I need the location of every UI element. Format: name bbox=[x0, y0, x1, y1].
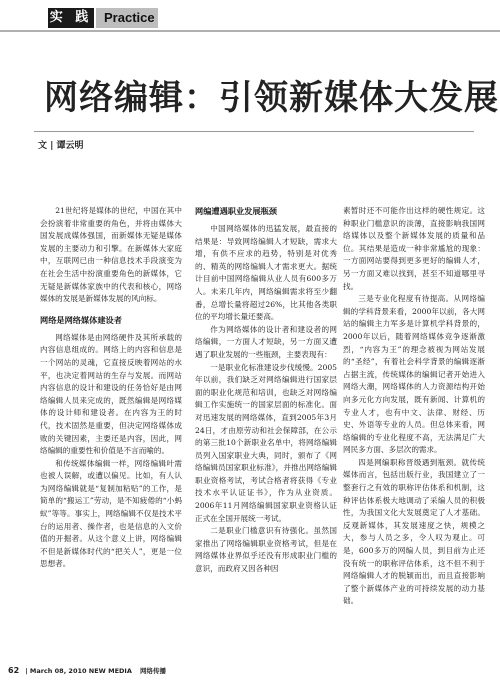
article-title: 网络编辑：引领新媒体大发展 bbox=[44, 78, 499, 118]
section-heading: 网络是网络媒体建设者 bbox=[40, 314, 122, 325]
paragraph: 二是职业门槛意识有待强化。虽然国家推出了网络编辑职业资格考试，但是在网络媒体业界似乎还没有形成职业门槛的意识，而政府又因各种因 bbox=[195, 526, 337, 574]
text-column-2 bbox=[195, 205, 337, 576]
article-author: 文 | 谭云明 bbox=[38, 141, 84, 151]
paragraph: 和传统媒体编辑一样，网络编辑叶需也被人误解，或遭以偏见。比如，有人认为网络编辑就是“复制加粘贴”的工作，是简单的“搬运工”劳动，是不知疲倦的“小蚂蚁”等等。事实上，网络编辑不仅是技术平台的运用者、操作者，也是信息的入文价值的开掘者。从这个意义上讲，网络编辑不但是新媒体时代的“把关人”，更是一位思想者。 bbox=[40, 458, 182, 569]
section-tag-english: Practice bbox=[96, 8, 158, 28]
issue-info: | March 08, 2010 NEW MEDIA bbox=[25, 667, 132, 675]
paragraph: 四是网编职称晋级遇到瓶颈。就传统媒体而言，包括出版行业，我国建立了一整套行之有效的职称评估体系和机制，这种评估体系极大地调动了采编人员的积极性，为我国文化大发展奠定了人才基础。反观新媒体，其发展速度之快，规模之大，参与人员之多，令人叹为观止。可是，600多万的网编人员，到目前为止还没有统一的职称评估体系，这不但不利于网络编辑人才的脱颖而出，而且直接影响了整个新媒体产业的可持续发展的动力基础。 bbox=[343, 457, 485, 606]
paragraph: 素暂时还不可能作出这样的硬性规定。这种职业门槛意识的淡薄，直接影响我国网络媒体以及整个新媒体发展的质量和品位。其结果是造成一种非常尴尬的现象：一方面网站要得到更多更好的编辑人才，另一方面又难以找到，甚至不知道哪里寻找。 bbox=[343, 206, 485, 291]
author-divider bbox=[34, 131, 474, 132]
section-heading: 网编遭遇职业发展瓶颈 bbox=[195, 206, 277, 216]
header-divider bbox=[0, 30, 500, 32]
paragraph: 中国网络媒体的迅猛发展，最直接的结果是：导致网络编辑人才短缺，需求大增，有供不应求的趋势，特别是对优秀的、精英的网络编辑人才需求更大。据统计目前中国网络编辑从业人员有600多万人。未来几年内，网络编辑需求将至少翻番，总增长量将超过26%，比其他各类职位的平均增长量还要高。 bbox=[195, 224, 337, 322]
paragraph: 21世纪将是媒体的世纪，中国在其中会扮演着非常重要的角色，并将由媒体大国发展成媒体强国，而新媒体无疑是媒体发展的主要动力和引擎。在新媒体大家庭中，互联网已由一种信息技术手段演变为在社会生活中扮演重要角色的新媒体，它无疑是新媒体家族中的代表和核心，网络媒体的发展是新媒体发展的风向标。 bbox=[40, 206, 182, 304]
paragraph: 网络媒体是由网络硬件及其所承载的内容信息组成的。网络上的内容和信息是一个网站的灵魂，它直接反映着网站的水平，也决定着网站的生存与发展。而网站内容信息的设计和建设的任务恰好是由网络编辑人员来完成的，既然编辑是网络媒体的设计师和建设者。在内容为王的时代，技术固然是重要，但决定网络媒体成败的关键因素，主要还是内容，因此，网络编辑的重要性和价值是不言而喻的。 bbox=[40, 332, 182, 456]
paragraph: 作为网络媒体的设计者和建设者的网络编辑，一方面人才短缺，另一方面又遭遇了职业发展的一些瓶颈，主要表现有： bbox=[195, 324, 337, 359]
text-column-1 bbox=[40, 205, 182, 571]
text-column-3 bbox=[343, 205, 485, 608]
paragraph: 一是职业化标准建设步伐缓慢。2005年以前，我们缺乏对网络编辑进行国家层面的职业化规范和培训，也缺乏对网络编辑工作实施统一的国家层面的标准化。面对迅速发展的网络媒体，直到2005年3月24日，才由原劳动和社会保障部，在公示的第三批10个新职业名单中，将网络编辑员列入国家职业大典，同时，颁布了《网络编辑员国家职业标准》，并推出网络编辑职业资格考试，考试合格者将获得《专业技术水平认证证书》，作为从业资质。2006年11月网络编辑国家职业资格认证正式在全国开展统一考试。 bbox=[195, 362, 337, 523]
page-number: 62 bbox=[8, 666, 20, 675]
section-tag-chinese: 实 践 bbox=[48, 8, 94, 28]
page-footer bbox=[0, 664, 500, 678]
paragraph: 三是专业化程度有待提高。从网络编辑的学科背景来看，2000年以前，各大网站的编辑主力军多是计算机学科背景的，2000年以后，随着网络媒体竞争逐渐激烈，“内容为王”的理念被视为网站发展的“圣经”，有着社会科学背景的编辑逐渐占据主流，传统媒体的编辑记者开始进入网络大潮，网络媒体的人力资源结构开始向多元化方向发展，既有新闻、计算机的专业人才，也有中文、法律、财经、历史、外语等专业的人员。但总体来看，网络编辑的专业化程度不高，无法满足广大网民多方面、多层次的需求。 bbox=[343, 294, 485, 455]
magazine-name: 网络传播 bbox=[139, 667, 166, 675]
